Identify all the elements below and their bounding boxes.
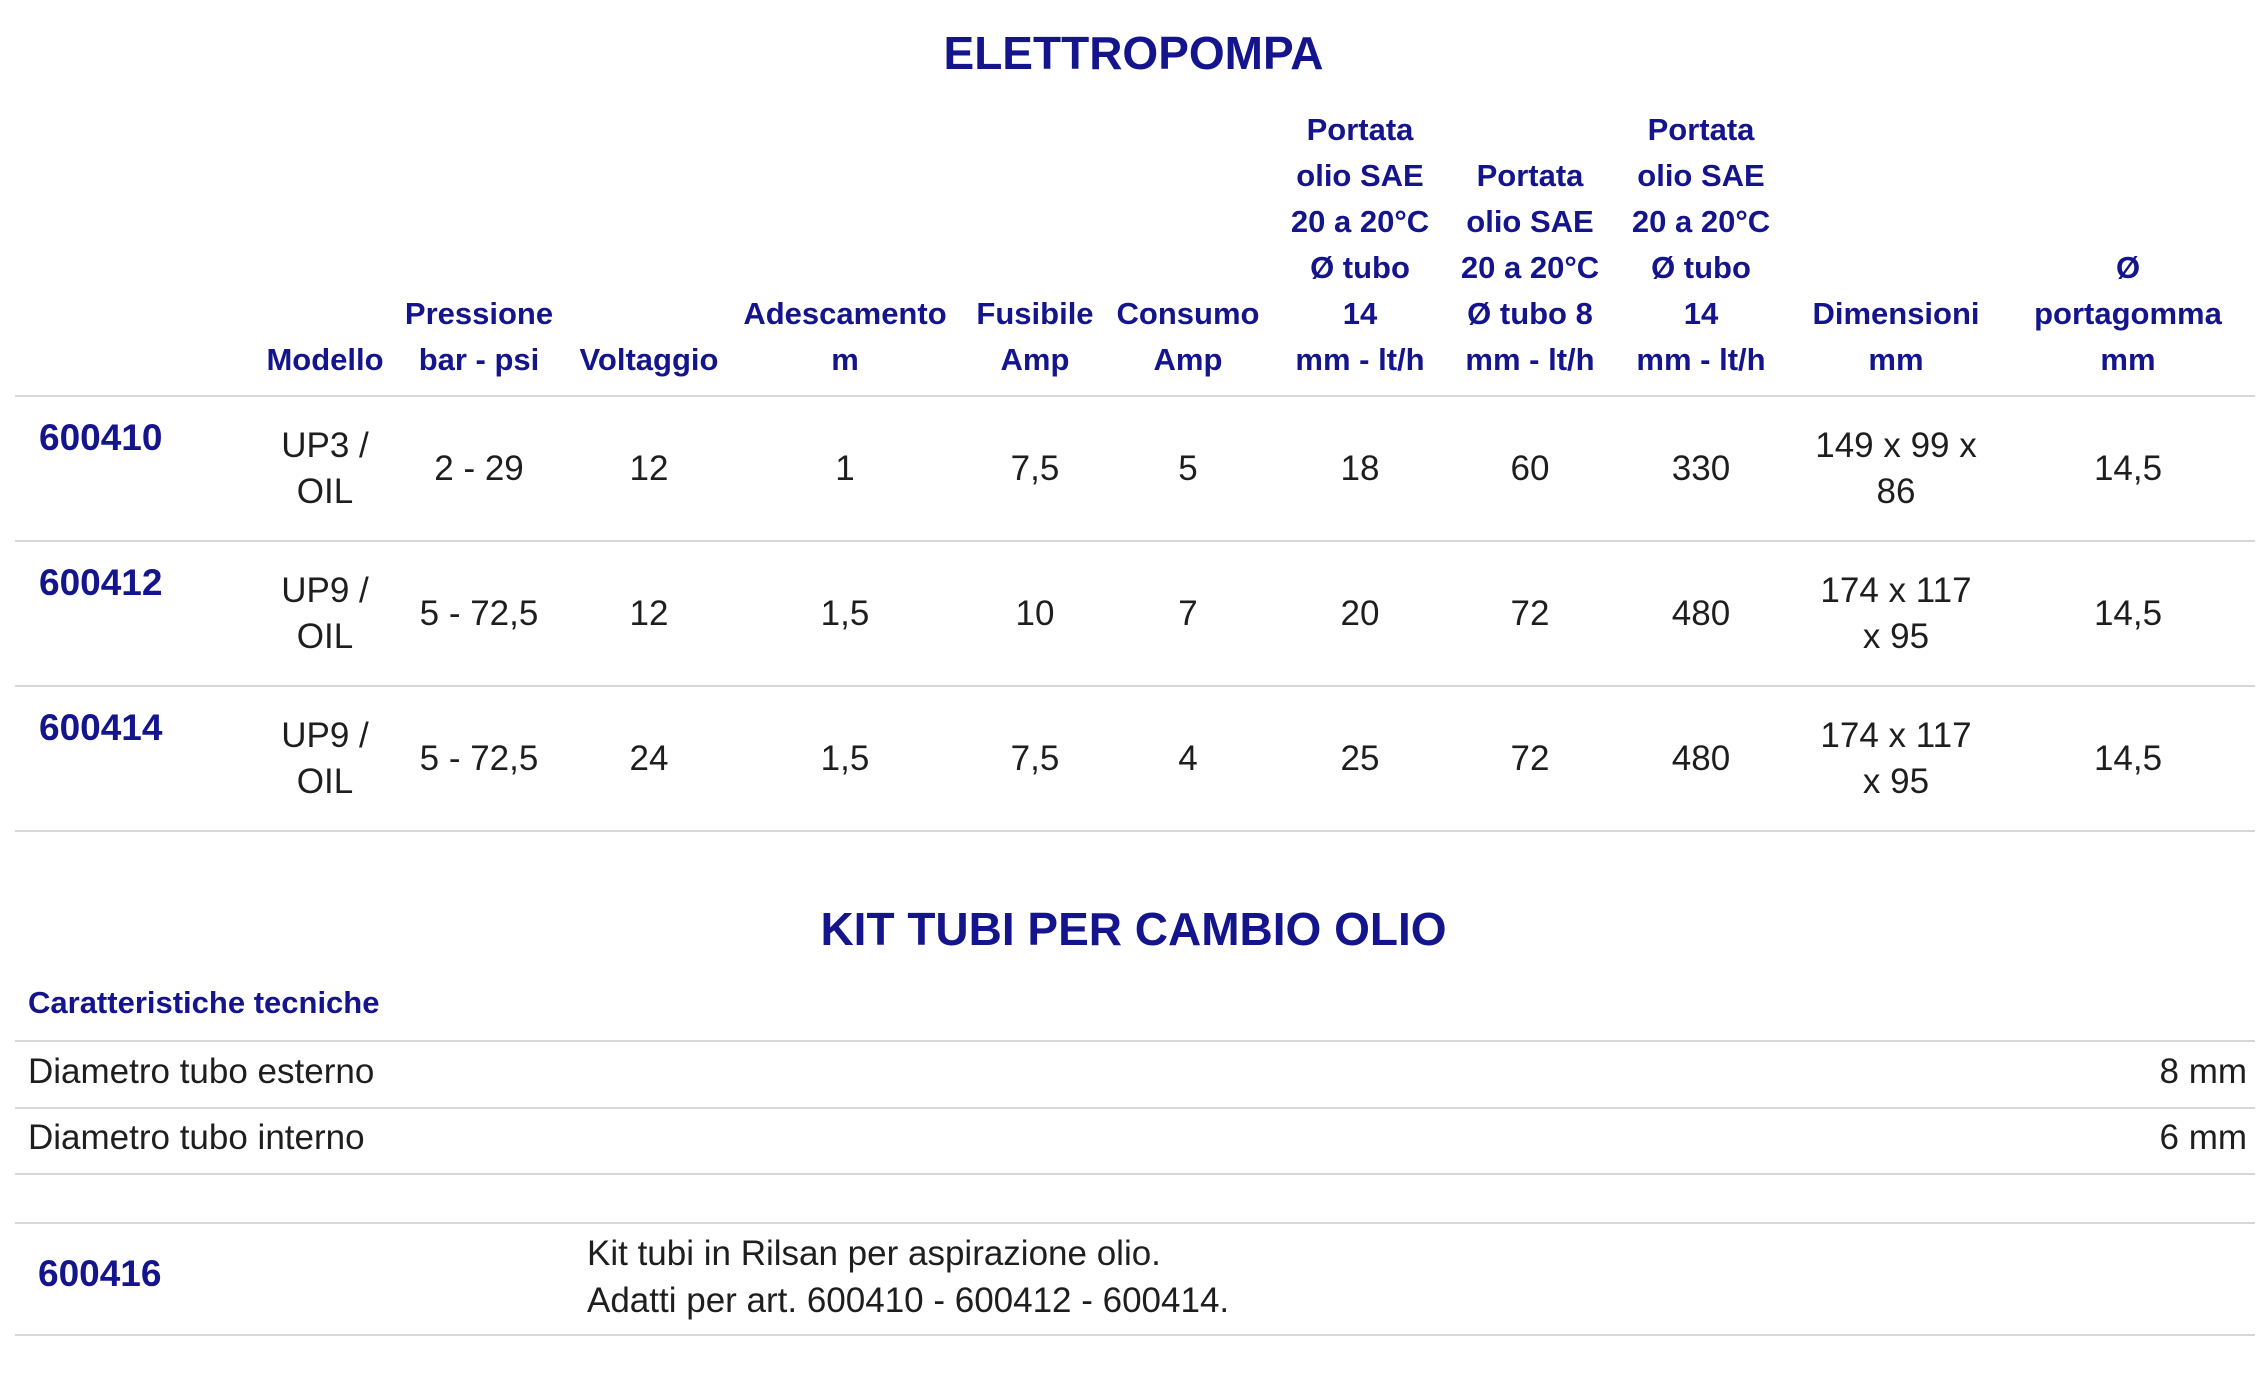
table-cell-line: 7,5 [1010, 738, 1060, 778]
feature-label: Diametro tubo esterno [28, 1052, 375, 1091]
table-row [15, 541, 2255, 686]
column-header-line: Amp [1153, 342, 1223, 377]
table-cell-line: 1,5 [820, 593, 870, 633]
feature-value: 8 mm [2159, 1052, 2247, 1091]
section-title-kit: KIT TUBI PER CAMBIO OLIO [820, 903, 1447, 955]
divider [15, 1040, 2255, 1042]
table-cell-line: UP9 / [281, 570, 369, 610]
table-cell-line: 2 - 29 [434, 448, 524, 488]
table-cell [1791, 396, 2001, 541]
table-cell [573, 686, 725, 831]
table-cell [573, 396, 725, 541]
table-cell [385, 396, 573, 541]
table-cell [1105, 686, 1271, 831]
table-cell-line: x 95 [1862, 616, 1930, 656]
table-cell-line: 5 - 72,5 [419, 738, 539, 778]
column-header-line: Voltaggio [579, 342, 719, 377]
table-cell [725, 686, 965, 831]
table-cell-line: 14,5 [2093, 448, 2163, 488]
table-cell-line: UP3 / [281, 425, 369, 465]
table-header-row [15, 107, 2255, 396]
table-cell [1611, 396, 1791, 541]
table-cell-line: 7,5 [1010, 448, 1060, 488]
table-cell-line: 60 [1510, 448, 1550, 488]
table-cell [265, 541, 385, 686]
table-cell-line: 86 [1876, 471, 1916, 511]
table-row [15, 686, 2255, 831]
column-header [1105, 107, 1271, 396]
table-cell-line: 174 x 117 [1820, 715, 1972, 755]
column-header-line: Dimensioni [1812, 296, 1980, 331]
table-cell [1271, 541, 1449, 686]
table-cell [385, 686, 573, 831]
column-header-line: Portata [1306, 112, 1414, 147]
table-cell [265, 686, 385, 831]
table-cell-line: OIL [296, 616, 354, 656]
column-header-line: 14 [1683, 296, 1719, 331]
table-cell [2001, 686, 2255, 831]
table-cell-line: 72 [1510, 593, 1550, 633]
table-cell [1105, 541, 1271, 686]
feature-value: 6 mm [2159, 1118, 2247, 1157]
column-header-line: Fusibile [976, 296, 1094, 331]
table-cell [1791, 541, 2001, 686]
table-cell-line: 480 [1671, 738, 1731, 778]
kit-code: 600416 [38, 1253, 162, 1294]
section-title-elettropompa: ELETTROPOMPA [943, 27, 1324, 79]
table-cell [1791, 686, 2001, 831]
column-header-line: mm [1868, 342, 1924, 377]
table-cell [1449, 396, 1611, 541]
column-header-line: Ø tubo [1651, 250, 1751, 285]
table-cell-line: 14,5 [2093, 593, 2163, 633]
product-code: 600414 [39, 707, 163, 748]
table-cell-line: 24 [629, 738, 669, 778]
table-cell [1449, 541, 1611, 686]
column-header-line: Consumo [1116, 296, 1260, 331]
column-header-line: mm [2100, 342, 2156, 377]
table-cell-line: 18 [1340, 448, 1380, 488]
table-cell [725, 541, 965, 686]
table-cell-line: 10 [1015, 593, 1055, 633]
column-header-line: Ø tubo 8 [1467, 296, 1593, 331]
divider [15, 1222, 2255, 1224]
table-cell-line: UP9 / [281, 715, 369, 755]
column-header-line: Portata [1647, 112, 1755, 147]
column-header-line: portagomma [2034, 296, 2222, 331]
column-header-line: 20 a 20°C [1631, 204, 1771, 239]
column-header [573, 107, 725, 396]
column-header-line: mm - lt/h [1295, 342, 1425, 377]
table-cell [2001, 541, 2255, 686]
table-cell-line: 12 [629, 448, 669, 488]
column-header [385, 107, 573, 396]
table-cell [2001, 396, 2255, 541]
table-row [15, 396, 2255, 541]
table-cell-line: 5 - 72,5 [419, 593, 539, 633]
table-cell [265, 396, 385, 541]
table-cell-line: 330 [1671, 448, 1731, 488]
table-cell-line: 480 [1671, 593, 1731, 633]
table-cell [965, 541, 1105, 686]
table-cell-line: 5 [1178, 448, 1198, 488]
column-header [1271, 107, 1449, 396]
kit-description-line: Kit tubi in Rilsan per aspirazione olio. [587, 1234, 1161, 1273]
table-cell-line: OIL [296, 471, 354, 511]
column-header-line: m [831, 342, 859, 377]
product-code: 600410 [39, 417, 163, 458]
kit-description-line: Adatti per art. 600410 - 600412 - 600414. [587, 1281, 1230, 1320]
divider [15, 1334, 2255, 1336]
table-cell-line: 7 [1178, 593, 1198, 633]
column-header-line: olio SAE [1466, 204, 1594, 239]
column-header [15, 107, 265, 396]
column-header [725, 107, 965, 396]
table-cell-line: 149 x 99 x [1815, 425, 1977, 465]
table-cell-line: 14,5 [2093, 738, 2163, 778]
feature-label: Diametro tubo interno [28, 1118, 365, 1157]
column-header-line: Portata [1476, 158, 1584, 193]
table-cell-line: 4 [1178, 738, 1198, 778]
column-header [1611, 107, 1791, 396]
table-cell-line: OIL [296, 761, 354, 801]
table-cell [725, 396, 965, 541]
divider [15, 1173, 2255, 1175]
table-cell-line: 12 [629, 593, 669, 633]
column-header-line: bar - psi [418, 342, 540, 377]
table-cell-line: 72 [1510, 738, 1550, 778]
table-cell [385, 541, 573, 686]
column-header-line: 14 [1342, 296, 1378, 331]
column-header [1791, 107, 2001, 396]
table-cell-line: 20 [1340, 593, 1380, 633]
table-cell-line: 1 [835, 448, 855, 488]
table-cell [1611, 686, 1791, 831]
column-header-line: olio SAE [1637, 158, 1765, 193]
table-cell-line: x 95 [1862, 761, 1930, 801]
column-header-line: olio SAE [1296, 158, 1424, 193]
column-header-line: 20 a 20°C [1460, 250, 1600, 285]
table-cell [1449, 686, 1611, 831]
spec-table [15, 107, 2255, 832]
table-cell-line: 174 x 117 [1820, 570, 1972, 610]
table-cell-line: 1,5 [820, 738, 870, 778]
kit-description [587, 1230, 1229, 1324]
column-header-line: Amp [1000, 342, 1070, 377]
features-heading: Caratteristiche tecniche [28, 985, 380, 1020]
column-header-line: Pressione [404, 296, 554, 331]
column-header-line: Ø tubo [1310, 250, 1410, 285]
table-cell [965, 396, 1105, 541]
column-header [265, 107, 385, 396]
column-header-line: 20 a 20°C [1290, 204, 1430, 239]
table-cell-line: 25 [1340, 738, 1380, 778]
product-code: 600412 [39, 562, 163, 603]
column-header-line: mm - lt/h [1465, 342, 1595, 377]
table-cell [1271, 686, 1449, 831]
table-cell [965, 686, 1105, 831]
table-cell [573, 541, 725, 686]
column-header-line: Ø [2115, 250, 2141, 285]
divider [15, 1107, 2255, 1109]
column-header [965, 107, 1105, 396]
column-header-line: mm - lt/h [1636, 342, 1766, 377]
table-cell [1105, 396, 1271, 541]
column-header [1449, 107, 1611, 396]
table-cell [1271, 396, 1449, 541]
column-header [2001, 107, 2255, 396]
column-header-line: Adescamento [743, 296, 947, 331]
column-header-line: Modello [266, 342, 384, 377]
table-cell [1611, 541, 1791, 686]
